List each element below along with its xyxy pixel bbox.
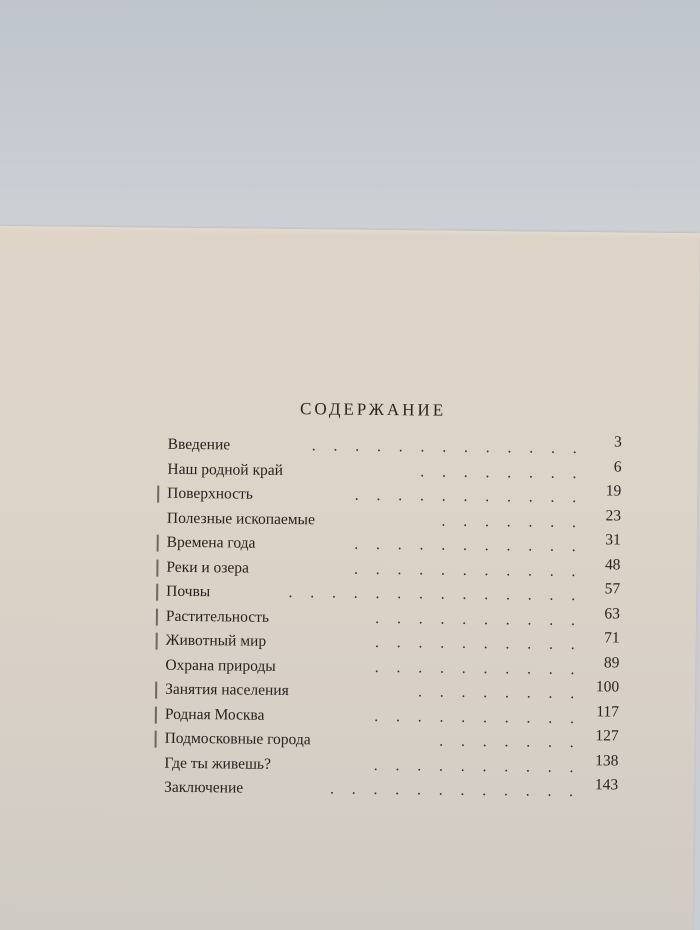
toc-leader-dots: . . . . . . . . . . . . . <box>311 437 584 458</box>
toc-leader-dots: . . . . . . . . . . <box>374 707 581 727</box>
toc-leader-dots: . . . . . . . . <box>417 683 582 703</box>
toc-entry-label: Родная Москва <box>164 705 265 724</box>
toc-leader-dots: . . . . . . . . . . . <box>353 560 583 580</box>
toc-leader-dots: . . . . . . . <box>439 732 581 752</box>
pencil-mark <box>156 584 158 601</box>
toc-page-number: 31 <box>605 531 621 549</box>
toc-page-number: 48 <box>604 555 621 574</box>
toc-entry-label: Наш родной край <box>167 460 284 479</box>
toc-leader-dots: . . . . . . . . . . . . . . <box>288 584 583 605</box>
toc-page-number: 6 <box>613 457 622 476</box>
pencil-mark <box>155 682 157 699</box>
toc-page-number: 127 <box>595 727 619 745</box>
toc-entry-conclusion <box>164 777 644 807</box>
toc-page-number: 57 <box>604 580 621 598</box>
toc-leader-dots: . . . . . . . . . . <box>374 658 582 678</box>
toc-entry-label: Животный мир <box>165 631 267 650</box>
toc-page-number: 23 <box>605 506 622 525</box>
pencil-mark <box>157 486 159 503</box>
toc-entry-label: Растительность <box>165 607 270 626</box>
toc-entry-label: Полезные ископаемые <box>166 509 316 528</box>
toc-leader-dots: . . . . . . . . . . . <box>354 486 584 507</box>
toc-title: СОДЕРЖАНИЕ <box>300 399 447 420</box>
pencil-mark <box>155 731 157 748</box>
toc-page-number: 117 <box>596 702 620 721</box>
toc-entry-label: Заключение <box>164 778 244 797</box>
toc-entry-label: Поверхность <box>167 484 254 503</box>
toc-entry-label: Охрана природы <box>165 656 276 675</box>
toc-page-number: 63 <box>604 604 621 623</box>
toc-entry-label: Почвы <box>166 582 211 601</box>
pencil-mark <box>156 559 158 576</box>
toc-entry-label: Занятия населения <box>165 680 289 700</box>
pencil-mark <box>156 608 158 625</box>
toc-leader-dots: . . . . . . . . <box>420 462 584 482</box>
toc-page-number: 19 <box>605 482 622 500</box>
toc-page-number: 100 <box>595 678 620 696</box>
pencil-mark <box>155 706 157 723</box>
toc-page-number: 71 <box>604 629 620 647</box>
toc-leader-dots: . . . . . . . . . . <box>374 633 582 654</box>
toc-entry-label: Подмосковные города <box>164 729 311 749</box>
toc-leader-dots: . . . . . . . . . . <box>373 756 581 776</box>
background-wall <box>0 0 700 232</box>
pencil-mark <box>157 535 159 552</box>
toc-page-number: 3 <box>613 433 622 451</box>
table-of-contents <box>164 434 648 807</box>
toc-page-number: 138 <box>595 751 619 770</box>
toc-leader-dots: . . . . . . . <box>441 512 584 531</box>
toc-entry-label: Введение <box>167 435 231 454</box>
toc-leader-dots: . . . . . . . . . . . <box>354 535 583 556</box>
toc-entry-label: Где ты живешь? <box>164 754 271 773</box>
book-page <box>0 226 700 930</box>
toc-leader-dots: . . . . . . . . . . <box>375 609 582 629</box>
toc-page-number: 143 <box>594 776 619 794</box>
toc-leader-dots: . . . . . . . . . . . . <box>329 780 581 801</box>
pencil-mark <box>156 633 158 650</box>
toc-page-number: 89 <box>603 653 620 672</box>
toc-entry-label: Времена года <box>166 533 256 552</box>
toc-entry-label: Реки и озера <box>166 558 250 577</box>
